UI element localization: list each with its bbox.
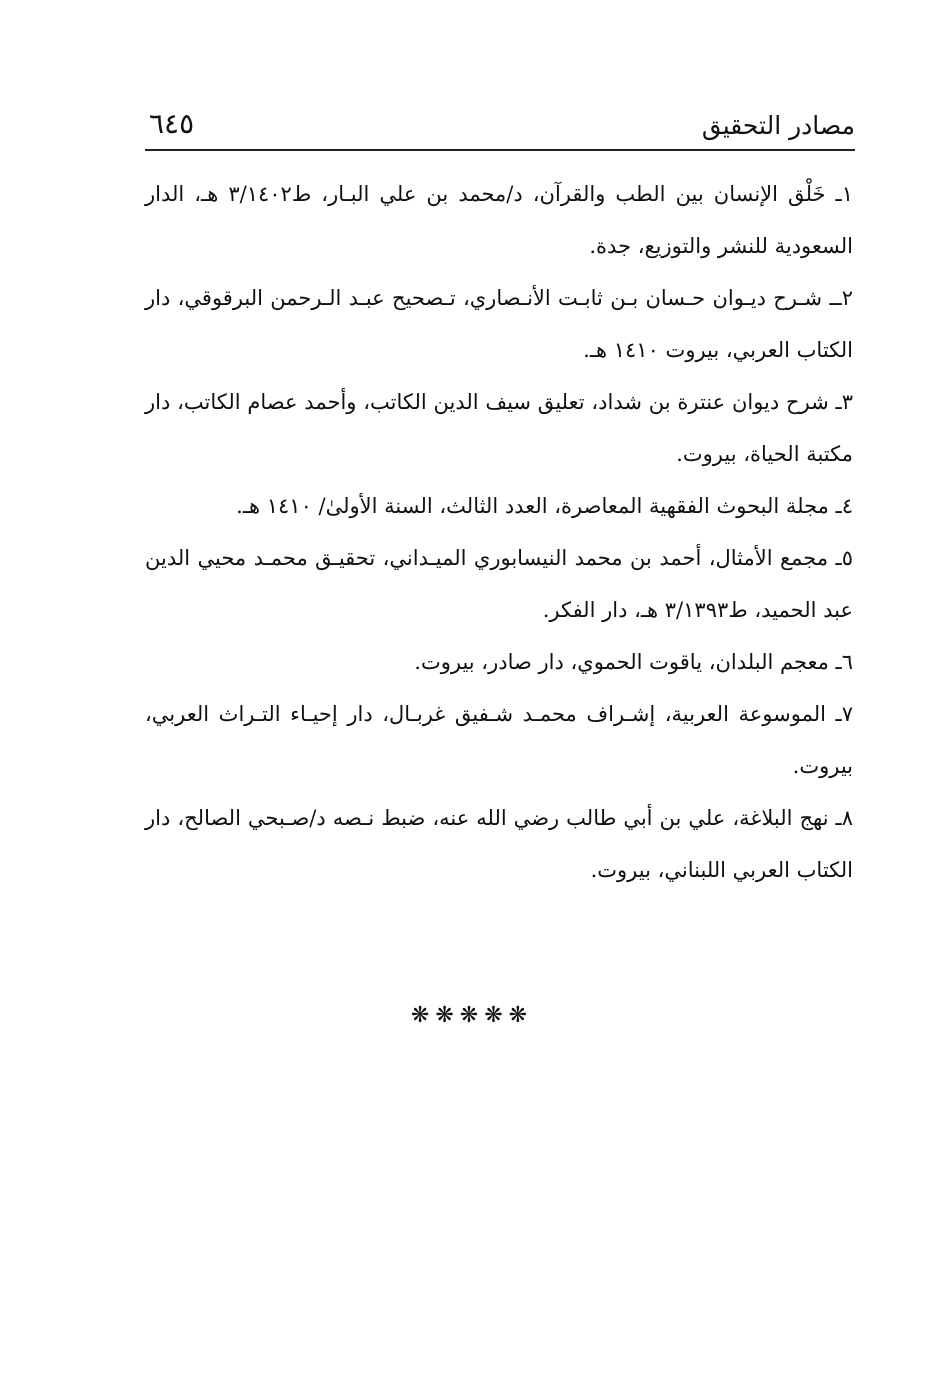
reference-item: ٣ـ شرح ديوان عنترة بن شداد، تعليق سيف الدين الكاتب، وأحمد عصام الكاتب، دار مكتبة الحياة، بيروت. (145, 390, 853, 466)
reference-item: ٦ـ معجم البلدان، ياقوت الحموي، دار صادر، بيروت. (414, 650, 853, 674)
page-number: ٦٤٥ (149, 107, 195, 140)
reference-item: ١ـ خَلْق الإنسان بين الطب والقرآن، د/محمد بن علي البـار، ط٣/١٤٠٢ هـ، الدار السعودية للنشر والتوزيع، جدة. (145, 182, 853, 258)
reference-item: ٢ــ شـرح ديـوان حـسان بـن ثابـت الأنـصاري، تـصحيح عبـد الـرحمن البرقوقي، دار الكتاب العربي، بيروت ١٤١٠ هـ. (145, 286, 853, 362)
running-title: مصادر التحقيق (701, 111, 855, 140)
reference-item: ٥ـ مجمع الأمثال، أحمد بن محمد النيسابوري الميـداني، تحقيـق محمـد محيي الدين عبد الحميد، ط٣/١٣٩٣ هـ، دار الفكر. (145, 546, 853, 622)
reference-item: ٤ـ مجلة البحوث الفقهية المعاصرة، العدد الثالث، السنة الأولىٰ/ ١٤١٠ هـ. (236, 494, 853, 518)
reference-item: ٧ـ الموسوعة العربية، إشـراف محمـد شـفيق غربـال، دار إحيـاء التـراث العربي، بيروت. (145, 702, 853, 778)
reference-item: ٨ـ نهج البلاغة، علي بن أبي طالب رضي الله عنه، ضبط نـصه د/صـبحي الصالح، دار الكتاب العربي اللبناني، بيروت. (145, 806, 853, 882)
page-header (145, 105, 855, 151)
reference-list (145, 168, 853, 896)
section-separator: ❋❋❋❋❋ (410, 1003, 534, 1028)
